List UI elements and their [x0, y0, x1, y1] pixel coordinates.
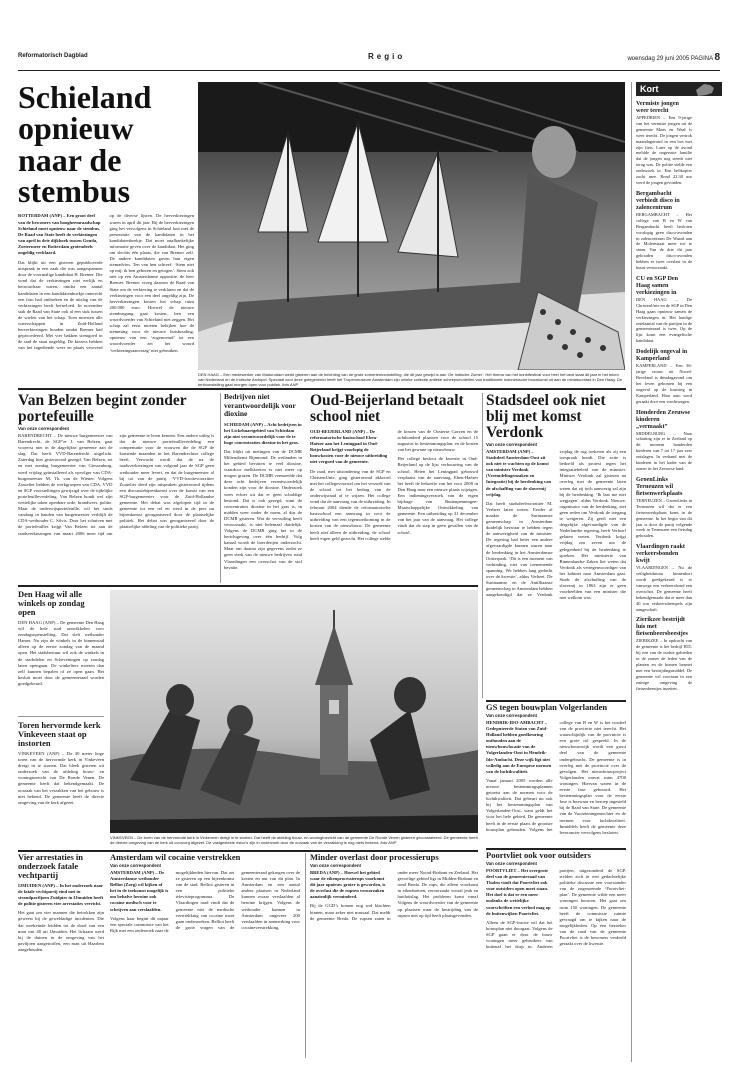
verdonk-body: Dat heeft stadsdeelvoorzitter M. Verheet laten weten. Eerder al maakte de Surinaamse gemeenschap in Amsterdam duidelijk bezwaar te hebben tegen de aanwezigheid van de minister. De regering had beter een andere afgevaardigde kunnen sturen naar de herdenking in het Amsterdamse Oosterpark. ‘Dit is een moment van verbinding, niet van toenemende spanning. We hebben lang gedacht over de kwestie’, aldus Verheet. De Surinaamse en de Antilliaanse gemeenschap in Amsterdam hebben aangekondigd dat ze Verdonk vrijdag de rug toekeren als zij een toespraak houdt. Die actie is bedoeld als protest tegen het integratiebeleid van de minister. Minister Verdonk zal gisteren na overleg met de gemeente laten weten dat zij toch aanwezig zal zijn bij de herdenking. ‘Ik laat me niet wegjagen’, aldus Verdonk. Nieuwe, organisator van de herdenking, ziet geen reden om Verdonk de toegang te weigeren. Zij geeft niet een dergelijke afgevaardigde van de Nederlandse regering, heeft Verhoef gelaten weten. Verdonk krijgt vrijdag om zeven uur de gelegenheid bij de herdenking te spreken. Het ministerie van Binnenlandse Zaken liet weten dat Verdonk als vertegenwoordiger van het kabinet naar Amsterdam gaat. Sinds de afschaffing van de slavernij in 1863 zijn er geen voorbeelden van een minister die niet welkom was. — [486, 449, 626, 601]
kort-item-title: Zierikzee bestrijdt luis met fietsenbeersbeestjes — [636, 616, 688, 638]
arrestaties-lead: IJMUIDEN (ANP) – In het onderzoek naar de fatale vechtpartij eind mei in strandpaviljoen Zuidpier in IJmuiden heeft de politie gisteren vier arrestaties verricht. — [18, 883, 104, 907]
outsiders-lead: POORTVLIET – Het overgrote deel van de gemeenteraad van Tholen vindt dat Poortvliet ook voor outsiders open moet staan. Het doel is dat er een meer ondanks de wettelijke voorschriften een verbod mag op de buitenwijken Poortvliet. — [486, 868, 551, 916]
kort-item-text: KAMPERLAND – Een 36-jarige vrouw uit Noord-Beveland is dinsdagavond om het leven gekomen bij een ongeval op de kruising in Kamperland. Haar auto werd geraakt door een vrachtwagen. — [636, 363, 692, 404]
kort-item — [636, 409, 692, 472]
kort-sidebar — [636, 82, 722, 1056]
kort-item — [636, 616, 692, 691]
processie-lead: BREDA (ANP) – Hoewel het gebied waar de eikenprocessierups voorkomt dit jaar opnieuw groter is geworden, is de overlast die de rupsen veroorzaken aanzienlijk verminderd. — [310, 870, 386, 900]
caption-text: VINKEVEEN – De toren van de hervormde kerk in Vinkeveen dreigt in te storten. Dat heeft de afdeling bouw- en woningtoezicht van de gemeente De Ronde Venen gisteren geconstateerd. De gemeente heeft de directe omgeving van de kerk uit voorzorg afgezet. De vastgestelde risico’s zijn in onderzoek door de oorzaak van de verzakking is nog niets bekend. — [110, 835, 478, 845]
article-dioxine — [224, 393, 302, 574]
madurodam-photo — [198, 82, 625, 370]
stembus-body: Dat blijkt uit een gisteren gepubliceerde uitspraak in een zaak die was aangespannen door de voormalige kandidaat H. Bremer. Die vond dat de verkiezingen niet eerlijk en betrouwbaar waren, omdat een aantal kandidaten in een kandidatenboekje onterecht een foto had ontbreken en de uitslag van de verkiezingen heeft beïnvloed. In november stak de Raad van State ook al een stok tussen de wielen van het schap. Toen moesten alle waterschappen in Zuid-Holland herverkiezingen houden omdat Bremer had geprocedeerd. Met vier bakken stemgoed in de stad de staat ongeldig. De kiezers hebben van het ingediende weer en plaats veroverd op de diverse lijsten. De herverkiezingen waren in april dit jaar. Bij de herverkiezingen ging het vervolgens in Schieland fout met de presentatie van de kandidaten in het kandidatenboekje. Dat moet onafhankelijke informatie geven over de kandidaat. Het ging om slechts één plaats, die van Bremer zelf. De andere kandidaten gaven hun eigen stemadvies. Ten van hen schreef: ‘Stem niet op mij; ik ben geboren en getogen’. Stem ook niet op een Amsterdamse oppositie, de heer Bremer. Bremer vroeg daarom de Raad van State om de verkiezing te verklaren en dat de verkiezingen voor een deel ongeldig zijn. De herverkiezingen kosten het schap ruim 200.000 euro. Hoewel de nieuwe stembusgang gaat kosten, ben een woordvoerder van Schieland niet zeggen. Het schap zal eerst moeten bekijken hoe de stemming voor de nieuwe huishouding, opnieuw van een ‘zogenoemd’ tot een woordvoerder zei het woord ‘verkiezingsaanvraag’ niet gebruiken. — [18, 213, 194, 353]
oudbeijerland-columns — [310, 429, 478, 597]
oudbeijerland-body: De raad, met uitzondering van de SGP en ChristenUnie, ging gisteravond akkoord met het collegevoorstel om het verzoek van de school tot het bedrag van de onderwijsraad af te wijzen. Het college vond dat de aanvraag van de uitbreiding. In februari 2004 diende de reformatorische basisschool een aanvraag in voor de uitbreiding van een tegemoetkoming in de kosten van de nieuwbouw. De gemeente heeft niet alleen de uitbreiding, de school heeft eigen geld gezocht. Het college stelde de kosten van de Oosterse Gorzen en de achthonderd plaatsen voor de school 15 augustus in bestemmingsplan, en de kosten van het gewone op nieuwbouw. — [310, 429, 478, 541]
newspaper-name: Reformatorisch Dagblad — [18, 53, 88, 59]
article-stembus — [18, 79, 194, 388]
kort-header — [636, 82, 722, 96]
column-divider — [220, 393, 221, 583]
article-processie — [310, 853, 478, 1065]
madurodam-caption — [198, 372, 625, 387]
kort-title: Kort — [640, 84, 659, 94]
page-header — [18, 48, 720, 71]
sidebar-divider — [631, 82, 632, 1062]
ship-model-image — [198, 82, 625, 370]
headline-belzen: Van Belzen begint zonder portefeuille — [18, 392, 187, 425]
headline-verdonk: Stadsdeel ook niet blij met komst Verdonk — [486, 392, 606, 441]
kort-item-title: Honderden Zeeuwse kinderen „vermaakt” — [636, 408, 691, 430]
headline-dioxine: Bedrijven niet verantwoordelijk voor dioxine — [224, 392, 296, 418]
headline-oudbeijerland: Oud-Beijerland betaalt school niet — [310, 392, 464, 425]
headline-kerk: Toren hervormde kerk Vinkeveen staat op instorten — [18, 720, 101, 748]
volgerlanden-byline: Van onze correspondent — [486, 713, 537, 718]
kort-item — [636, 190, 692, 271]
section-name: Regio — [368, 52, 406, 61]
verdonk-columns — [486, 449, 626, 711]
article-arrestaties — [18, 853, 104, 1025]
kort-items — [636, 96, 692, 1056]
kort-item — [636, 100, 692, 186]
kerk-caption — [110, 835, 478, 845]
kort-item-title: Dodelijk ongeval in Kamperland — [636, 348, 688, 363]
headline-stembus: Schieland opnieuw naar de stembus — [18, 79, 152, 210]
outsiders-byline: Van onze correspondent — [486, 861, 537, 866]
page-date — [627, 52, 720, 63]
kort-item-text: TERNEUZEN – GroenLinks in Terneuzen wil dat er een fietsenwerkplaats komt in de gemeente. In het begin van dit jaar is door de partij volgende week in Terneuzen een fietsdag gehouden. — [636, 497, 692, 539]
kort-item-text: BERGAMBACHT – Het college van B en W van Bergambacht heeft besloten voorlopig geen disco-avonden in zalencentrum De Waard aan de Molenstraat meer toe te staan. Van de drie dit jaar gehouden disco-avonden hebben er twee overlast in de buurt veroorzaakt. — [636, 211, 692, 271]
headline-arrestaties: Vier arrestaties in onderzoek fatale vechtpartij — [18, 852, 83, 880]
netherlands-map-icon — [692, 83, 718, 97]
oudbeijerland-lead: OUD-BEIJERLAND (ANP) – De reformatorische basisschool Eben-Haëzer aan het Leningpad in Oud-Beijerland krijgt voorlopig de bouwkosten voor de nieuwe uitbreiding niet vergoed van de gemeente. — [310, 429, 388, 465]
outsiders-body: Alleen de SGP-fractie wil dat het bouwplan niet doorgaat. Volgens de SGP gaan er door de bouw woningen meer gebruikers van buitenaf het dorp in. Anderen partijen, uitgezonderd de SGP, stelden zich in een gedachtelijke politieke discussie een voorstander van de zogenoemde ‘Poortvliet-plan’. De gemeente wilde een meer woningen bouwen. Het gaat om ruim 150 woningen. De gemeente heeft de commissie ruimte gevraagd om te kijken naar de mogelijkheden. Op een bezoeker van de raad van de gemeente Poortvliet is de bewoners verdeeld geraakt over de kwestie. — [486, 868, 626, 950]
article-cocaine — [110, 853, 300, 1065]
kort-item — [636, 348, 692, 404]
headline-volgerlanden: GS tegen bouwplan Volgerlanden — [486, 702, 608, 712]
article-oudbeijerland — [310, 393, 478, 597]
photo-credit: foto ANP — [282, 382, 299, 387]
article-verdonk — [486, 393, 626, 711]
verdonk-byline: Van onze correspondent — [486, 442, 537, 447]
headline-processie: Minder overlast door processierups — [310, 852, 439, 862]
kort-item-text: ZIERIKZEE – In opdracht van de gemeente is het bedrijf BTL bij een van de oudste gebieden in de zomer de leden van de planten en de bomen besmet met een bestrijdingsmiddel. De gemeente wil voortaan in een zuinige omgeving de fietsenbeestjes inzetten. — [636, 638, 692, 691]
processie-columns — [310, 870, 478, 1065]
article-winkels — [18, 590, 104, 876]
church-tower-image — [110, 590, 478, 833]
dioxine-lead: SCHIEDAM (ANP) – Acht bedrijven in het Lickebaartgebied van Schiedam zijn niet verantwoordelijk voor de te hoge concentraties dioxine in het gras. — [224, 421, 302, 445]
kort-item-title: Vlaardingen raakt verkeersbonden kwijt — [636, 543, 685, 565]
kerk-body: VINKEVEEN (ANP) – De 30 meter hoge toren van de hervormde kerk in Vinkeveen dreigt in te storten. Dat bleek gisteren uit onderzoek van de afdeling bouw- en woningtoezicht van De Ronde Venen. De gemeente heeft dat bekendgemaakt. De oorzaak van het verzakken van het gebouw is niet bekend. De gemeente heeft de directe omgeving van de kerk afgezet. — [18, 751, 104, 805]
outsiders-columns — [486, 868, 626, 1063]
verdonk-lead: AMSTERDAM (ANP) – Stadsdeel Amsterdam-Oost zit ook niet te wachten op de komst van minister Verdonk (Vreemdelingenzaken en Integratie) bij de herdenking van de afschaffing van de slavernij vrijdag. — [486, 449, 552, 497]
kort-item-text: APPEDRIEN – Een 9-jarige van het vermiste jongen uit de gemeente Maas en Waal is weer terecht. De jongen vertrok maandagavond in een bos met zijn fiets. Later op de avond meldde de ongeruste familie dat de jongen nog steeds niet terug was. De politie stelde een onderzoek in. Een helikopter zocht mee. Rond 22.30 uur werd de jongen gevonden. — [636, 115, 692, 185]
kort-item — [636, 476, 692, 539]
column-divider — [482, 393, 483, 698]
article-belzen — [18, 393, 214, 611]
article-volgerlanden — [486, 703, 626, 860]
stembus-lead: ROTTERDAM (ANP) – Een groot deel van de bewoners van hoogheemraadschap Schieland moet opnieuw naar de stembus. De Raad van State heeft de verkiezingen van april in drie dijkhoek tussen Gouda, Zoetermeer en Rotterdam grotendeels ongeldig verklaard. — [18, 213, 101, 255]
volgerlanden-lead: HENDRIK-IDO-AMBACHT – Gedeputeerde Staten van Zuid-Holland hebben goedkeuring onthouden aan de nieuwbouwlocatie van de Volgerlanden-Oost in Hendrik-Ido-Ambacht. Deze wijk ligt niet volledig aan de Europese normen van de luchtkwaliteit. — [486, 720, 552, 774]
oudbeijerland-body-2: Het college besloot de kwestie in Oud-Beijerland op de lijst verbouwing van de school. Heten het Leningpad gebouwd verplaatst van de aanvraag, Eben-Haëzer het heeft de behoefte van het voor 2008 in Den Haag naar een nieuwe plaats wijzigen. Een indieningsverzoek van de eigen bijdrage van Buitenpenningen-Maatschappelijke Ontwikkeling van gemeente. Een uitbreiding op 31 december van het jaar van de aanvraag. Het college vindt dat de stap in geen gevallen van de school. — [397, 456, 478, 535]
processie-byline: Van onze correspondent — [310, 863, 361, 868]
kort-item-title: CU en SGP Den Haag samen verkiezingen in — [636, 274, 679, 296]
photo-credit: foto ANP — [380, 840, 397, 845]
date-text: woensdag 29 juni 2005 — [627, 56, 690, 62]
processie-body: Bij de GGD’s komen nog wel klachten binnen, maar zeker niet massaal. Dat meldt de gemeente Breda. De rupsen zaten in onder meer Noord-Brabant en Zeeland. Het gevoelige gebied ligt in Midden-Brabant en rond Breda. De rups, die alleen voorkomt in eikenbomen, veroorzaakt vooral jeuk en huiduitslag. Het probleem komt vanaf Volgens de woordvoerder van de gemeente op plaatsen waar de bestrijding van de rupsen niet op tijd heeft plaatsgevonden. — [310, 870, 478, 921]
page-label: PAGINA — [690, 56, 713, 62]
section-rule — [18, 585, 478, 587]
cocaine-lead: AMSTERDAM (ANP) – De Amsterdamse wethouder Belliot (Zorg) wil kijken of het in de toekomst mogelijk is om behalve heroïne ook cocaïne medisch voor te schrijven aan verslaafden. — [110, 870, 169, 912]
kort-item — [636, 275, 692, 344]
arrestaties-body: Het gaat om vier mannen die betrokken zijn geweest bij de geweldadige incidenten. Die dat weekeinde leidden tot de dood van een man van 48 uit IJmuiden. Het lichaam werd bij de duinen in de omgeving van het paviljoen aangetroffen, een man uit Haarlem aangehouden. — [18, 910, 104, 952]
winkels-body: DEN HAAG (ANP) – De gemeente Den Haag wil de hele stad ontwikkelen voor zondagsopenstelling. Dat stelt wethouder Hamer. Nu zijn de winkels in de binnenstad alleen op de eerste zondag van de maand open. Het stadsbestuur wil ook de winkels in de stadsdelen en Scheveningen op zondag laten opengaan. De winkeliers moeten dan zelf kunnen bepalen of ze open gaan. Het besluit moet door de gemeenteraad worden goedgekeurd. — [18, 620, 104, 686]
kort-item-text: VLAARDINGEN – Nu de veiligheidsnota binnenkort wordt goedgekeurd is er vanwege een verkeersbond een overschot. De gemeente heeft bekendgemaakt dat er meer dan 40 ton verkeersdrempels zijn aangeschaft. — [636, 565, 692, 612]
kort-item-text: MIDDELBURG – Naar schatting zijn er in Zeeland op dit moment honderden kinderen van 7 tot 17 jaar zeer ontslagen. In verband met de kinderen in het kader van de zomer in het Zeeuwse land. — [636, 430, 692, 471]
stembus-columns — [18, 213, 194, 388]
kort-item-title: Vermiste jongen weer terecht — [636, 100, 679, 114]
dioxine-body: Dat blijkt uit metingen van de DCMR Milieudienst Rijnmond. De weilanden in het gebied bevatten te veel dioxine, waardoor melkkoeien er niet meer op mogen grazen. De DCMR vermoedde dat deze acht bedrijven verantwoordelijk konden zijn voor de dioxine. Onderzoek wees echter uit dat er geen schuldige bestond. Dat is ook gezegd, want de concentraties dioxine in het gras is, in midden weer onder de norm, al dus de DCMR gisteren. Wat de vervuiling heeft veroorzaakt, is niet helemaal duidelijk. Volgens de DCMR ging het in de berichtgeving over één bedrijf. Volg kanaal wordt de boerderijen onderzocht. Maar om daarna zijn gegevens zodat ze geen sterk van de nieuwe bedrijven rond Vlaardingen een overschot van de stof bevatte. — [224, 448, 302, 570]
kort-item-title: GroenLinks Terneuzen wil fietsenwerkplaats — [636, 475, 683, 497]
belzen-byline: Van onze correspondent — [18, 426, 69, 431]
headline-outsiders: Poortvliet ook voor outsiders — [486, 850, 591, 860]
kerk-photo — [110, 590, 478, 833]
cocaine-byline: Van onze correspondent — [110, 863, 161, 868]
headline-winkels: Den Haag wil alle winkels op zondag open — [18, 589, 85, 617]
cocaine-columns — [110, 870, 300, 1065]
section-rule — [18, 388, 626, 390]
headline-cocaine: Amsterdam wil cocaine verstrekken — [110, 852, 241, 862]
kort-item-text: DEN HAAG – De ChristenUnie en de SGP in Den Haag gaan opnieuw samen de verkiezingen in. Het huidige zetelaantal van de partijen in de gemeenteraad is twee. Op de lijst komt een evangelische kandidaat. — [636, 296, 692, 344]
kort-item-title: Bergambacht verbiedt disco in zalencentrum — [636, 189, 680, 211]
volgerlanden-columns — [486, 720, 626, 860]
belzen-body: BARENDRECHT – De nieuwe burgemeester van Barendrecht, de SGP’er J. van Belzen, gaat voorerst niet in de dagelijkse gemeente aan de slag. Dat heeft VVD-Barendrecht uitgelicht. Zaterdag hier gisteravond gezegd. Van Belzen, tot en met zondag burgemeester van Giessenburg, werd vrijdag geïnstalleerd als opvolger van CDA-burgemeester M. Th. van de Wiener. Volgens Zoutelier hebben de werkgroepen van CDA, VVD en SGP voorstellingen gewijzigd over de tijdelijke portefeuilleverdeling. Van Belzen houdt wel zijn wettelijke taken openbare orde, brandweer, politie. Maar de onderwijsportefeuille, wil het sinds vandaag in handen van burgemeester verblijft de CDA-wethouder C. Silvis. Door het schuiven met de portefeuilles krijgt Van Belzen tot aan de raadsverkiezingen van maart 2006 meer tijd om zijn gemeente te leren kennen. Een andere uitleg is dat de nieuwe portefeuilleverdeling een compensatie voor de vrouwen die de SGP de komende maanden in het Barendrechtse college heeft. Verwacht wordt dat de na de raadsverkiezingen van volgend jaar de SGP geen wethouder meer levert, en dat de burgemeester al bij tot van de partij. ‘VVD-fractievoorzitter Zoutelier deed zijn uitspraken gisteravond tijdens een discussiebijeenkomst over de komst van een SGP-burgemeester voor de Zuid-Hollandse gemeente. Het debat was afgelopen tijd in de gemeente tot een rel en werd in de pers nu bijeenkomst georganiseerd door de plaatselijke politiek. Het debat was georganiseerd door de plaatselijke afdeling van de politieke partij. — [18, 433, 214, 536]
article-divider — [18, 716, 104, 717]
caption-text: DEN HAAG – Een medewerker van Madurodam werkt gisteren aan de inrichting van de grote zomertentoonstelling, die dit jaar gewijd is aan ‘De Indische Zomer’. Het thema van het kunstfestival voor heel het land staat dit jaar in het teken van Nederland en de Indische Archipel. Speciaal voor deze gelegenheid heeft het Tropenmuseum Amsterdam zijn unieke collectie antieke scheepsmodellen van traditionele Indonesische bouwkunst uit aan de miniatuurstad in Den Haag. De tentoonstelling gaat morgen open voor publiek. — [198, 372, 623, 387]
column-divider — [305, 853, 306, 1058]
page-number: 8 — [714, 52, 720, 63]
cocaine-body: Volgens haar begint dit najaar een speciale commissie van het Rijk met een onderzoek naar de mogelijkheden hiervan. Dat zei ze gisteren op een bijeenkomst van de stad. Belliot gisteren in een politieke televisieprogramma. De Vlaardingen raad vindt dat de gemeente niet de medische verstrekking van cocaïne moet gaan onderzoeken. Belliot heeft de grote vragen van de gemeenteraad gekregen over de kosten en nut van dit plan. In Amsterdam en een aantal andere plaatsen in Nederland kunnen zwaar verslaafden al heroïne krijgen. Volgens de wethouder kunnen in Amsterdam ongeveer 200 verslaafden in aanmerking voor cocaïneverstrekking. — [110, 870, 300, 933]
article-outsiders — [486, 851, 626, 1063]
kort-item — [636, 543, 692, 612]
volgerlanden-body: Vanaf januari 2005 worden alle nieuwe bestemmingsplannen getoetst aan de normen voor de luchtkwaliteit. Dat gebeurt nu ook bij het bestemmingsplan van Volgerlanden-Oost, want geldt het voor het hele gebied. De gemeente heeft in de eerste plaats de grootste bouwplan gehouden. Volgens het college van B en W is het oordeel van de provincie niet terecht. Het waarschijnlijk van de provincie is een grote rol gespeeld. In de nieuwbouwwijk wordt een groot deel van de gemeente ondergebracht. De gemeente is in overleg met de provincie over de gevolgen. Het nieuwbouwproject Volgerlanden omvat ruim 4700 woningen. Hiervan waren in de eerste fase gebouwd. Het bestemmingsplan voor de eerste fase is bezwaar en beroep ingesteld bij de Raad van State. De gemeente van de Voorzieningenrechter en de normen voor luchtkwaliteit. Inmiddels heeft de gemeente deze leverancier vervolgens besloten. — [486, 720, 626, 835]
